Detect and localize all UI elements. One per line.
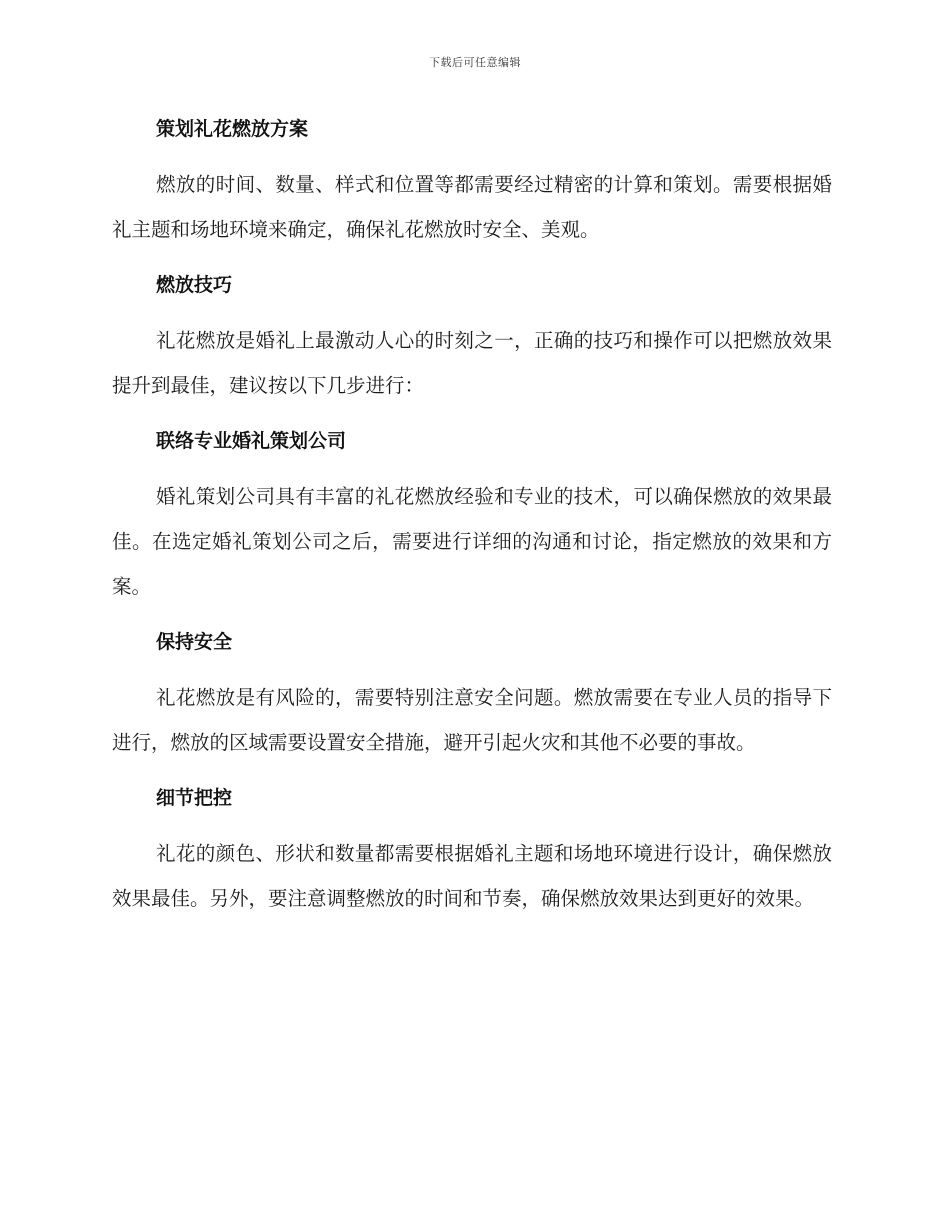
section-paragraph: 婚礼策划公司具有丰富的礼花燃放经验和专业的技术，可以确保燃放的效果最佳。在选定婚礼策划公司之后，需要进行详细的沟通和讨论，指定燃放的效果和方案。 bbox=[112, 485, 832, 598]
section-heading: 策划礼花燃放方案 bbox=[156, 118, 309, 140]
section-heading: 细节把控 bbox=[156, 787, 233, 809]
section-heading: 联络专业婚礼策划公司 bbox=[156, 430, 347, 452]
section-paragraph: 燃放的时间、数量、样式和位置等都需要经过精密的计算和策划。需要根据婚礼主题和场地环境来确定，确保礼花燃放时安全、美观。 bbox=[112, 173, 832, 241]
document-body bbox=[112, 110, 832, 921]
section-paragraph: 礼花燃放是婚礼上最激动人心的时刻之一，正确的技巧和操作可以把燃放效果提升到最佳，建议按以下几步进行： bbox=[112, 329, 832, 397]
section-heading: 燃放技巧 bbox=[156, 274, 233, 296]
section-paragraph: 礼花燃放是有风险的，需要特别注意安全问题。燃放需要在专业人员的指导下进行，燃放的区域需要设置安全措施，避开引起火灾和其他不必要的事故。 bbox=[112, 686, 832, 754]
section-paragraph: 礼花的颜色、形状和数量都需要根据婚礼主题和场地环境进行设计，确保燃放效果最佳。另外，要注意调整燃放的时间和节奏，确保燃放效果达到更好的效果。 bbox=[112, 842, 832, 910]
section-heading: 保持安全 bbox=[156, 631, 233, 653]
header-note: 下载后可任意编辑 bbox=[429, 56, 521, 69]
